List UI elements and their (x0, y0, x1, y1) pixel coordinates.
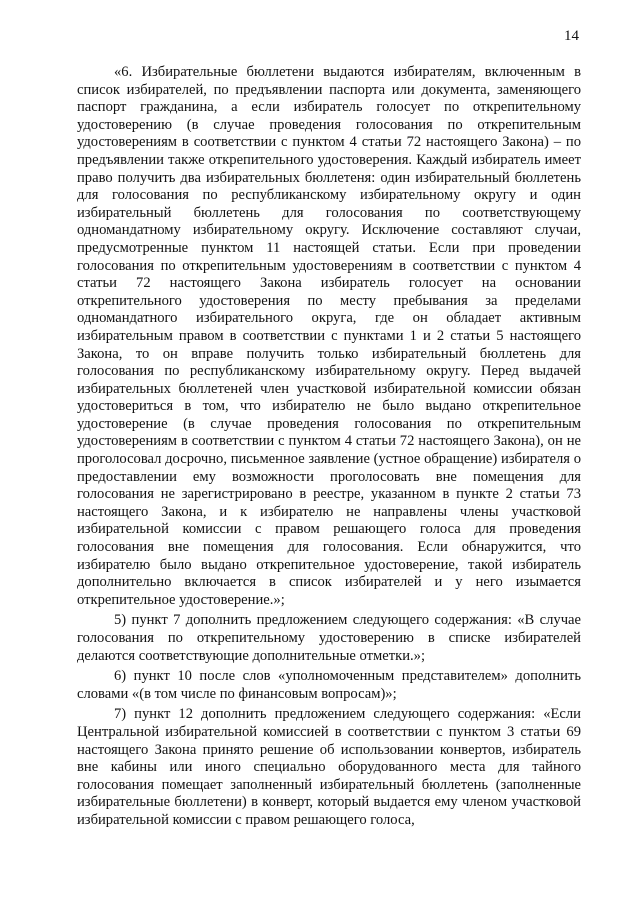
paragraph-item-7: 7) пункт 12 дополнить предложением следующего содержания: «Если Центральной избирательной комиссией в соответствии с пунктом 3 статьи 69 настоящего Закона принято решение об использовании конвертов, избиратель вне кабины или иного специально оборудованного места для тайного голосования помещает заполненный избирательный бюллетень (заполненные избирательные бюллетени) в конверт, который выдается ему членом участковой избирательной комиссии с правом решающего голоса, (77, 706, 581, 828)
paragraph-item-5: 5) пункт 7 дополнить предложением следующего содержания: «В случае голосования по открепительному удостоверению в списке избирателей делаются соответствующие дополнительные отметки.»; (77, 612, 581, 664)
paragraph-item-6: 6) пункт 10 после слов «уполномоченным представителем» дополнить словами «(в том числе по финансовым вопросам)»; (77, 668, 581, 702)
paragraph-point-6: «6. Избирательные бюллетени выдаются избирателям, включенным в список избирателей, по предъявлении паспорта или документа, заменяющего паспорт гражданина, а если избиратель голосует по открепительному удостоверению (в случае проведения голосования по открепительным удостоверениям в соответствии с пунктом 4 статьи 72 настоящего Закона) – по предъявлении также открепительного удостоверения. Каждый избиратель имеет право получить два избирательных бюллетеня: один избирательный бюллетень для голосования по республиканскому избирательному округу и один избирательный бюллетень для голосования по соответствующему одномандатному избирательному округу. Исключение составляют случаи, предусмотренные пунктом 11 настоящей статьи. Если при проведении голосования по открепительным удостоверениям в соответствии с пунктом 4 статьи 72 настоящего Закона избиратель голосует на основании открепительного удостоверения по месту пребывания за пределами одномандатного избирательного округа, где он обладает активным избирательным правом в соответствии с пунктами 1 и 2 статьи 5 настоящего Закона, то он вправе получить только избирательный бюллетень для голосования по республиканскому избирательному округу. Перед выдачей избирательных бюллетеней член участковой избирательной комиссии обязан удостовериться в том, что избирателю не было выдано открепительное удостоверение (в случае проведения голосования по открепительным удостоверениям в соответствии с пунктом 4 статьи 72 настоящего Закона), он не проголосовал досрочно, письменное заявление (устное обращение) избирателя о предоставлении ему возможности проголосовать вне помещения для голосования не зарегистрировано в реестре, указанном в пункте 2 статьи 73 настоящего Закона, и к избирателю не направлены члены участковой избирательной комиссии с правом решающего голоса для проведения голосования вне помещения для голосования. Если обнаружится, что избирателю было выдано открепительное удостоверение, такой избиратель дополнительно включается в список избирателей и у него изымается открепительное удостоверение.»; (77, 64, 581, 608)
page-number: 14 (564, 28, 579, 44)
document-body (77, 64, 581, 830)
